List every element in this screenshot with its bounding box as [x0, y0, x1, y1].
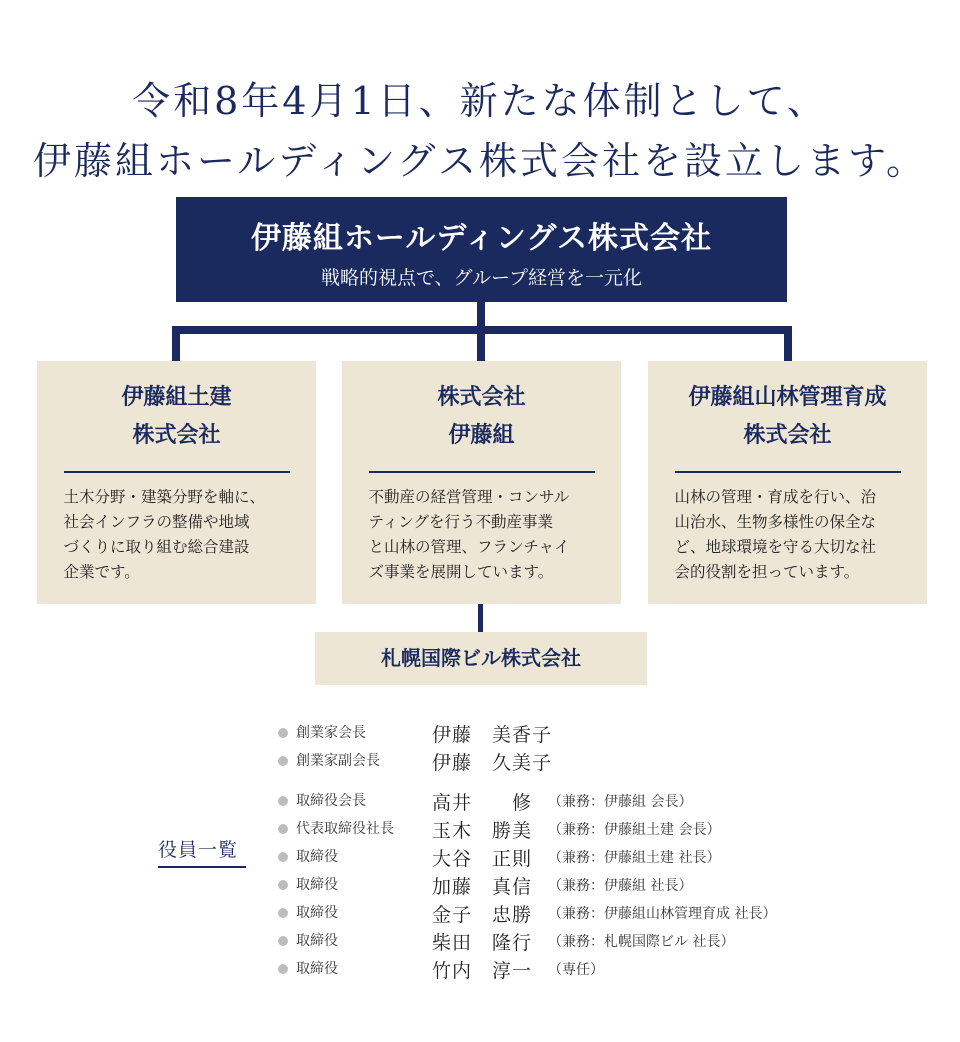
officer-role: 取締役 [296, 933, 338, 949]
subsidiary-box: 札幌国際ビル株式会社 [315, 632, 647, 685]
company-box-itogumi [342, 361, 621, 604]
desc-line: ズ事業を展開しています。 [368, 563, 554, 581]
officer-role: 取締役 [296, 961, 338, 977]
officer-role: 取締役 [296, 849, 338, 865]
officers-title: 役員一覧 [158, 839, 239, 861]
bullet-icon [278, 824, 288, 834]
officers-title-underline [158, 866, 246, 868]
desc-line: ど、地球環境を守る大切な社 [674, 538, 877, 556]
officer-role: 取締役 [296, 877, 338, 893]
company-name-line2: 株式会社 [132, 423, 221, 448]
divider [369, 471, 595, 473]
bullet-icon [278, 936, 288, 946]
desc-line: 山林の管理・育成を行い、治 [674, 488, 877, 506]
officer-note: （兼務：伊藤組 社長） [548, 878, 693, 894]
company-name-line1: 伊藤組山林管理育成 [688, 385, 887, 410]
company-box-sanrin [648, 361, 927, 604]
desc-line: ティングを行う不動産事業 [368, 513, 553, 531]
officer-name: 伊藤 美香子 [432, 724, 553, 746]
divider [64, 471, 290, 473]
bullet-icon [278, 880, 288, 890]
desc-line: と山林の管理、フランチャイ [368, 538, 570, 556]
company-name-line2: 伊藤組 [448, 423, 515, 448]
bullet-icon [278, 728, 288, 738]
officer-name: 竹内 淳一 [432, 960, 533, 982]
officer-role: 代表取締役社長 [296, 821, 394, 837]
officer-note: （兼務：伊藤組土建 会長） [548, 822, 721, 838]
desc-line: 社会インフラの整備や地域 [63, 513, 250, 531]
officer-name: 伊藤 久美子 [432, 752, 553, 774]
desc-line: 企業です。 [63, 563, 140, 581]
connector-subsidiary [478, 604, 483, 632]
connector-left-down [172, 326, 180, 361]
bullet-icon [278, 964, 288, 974]
holdings-name: 伊藤組ホールディングス株式会社 [250, 221, 713, 256]
officer-note: （兼務：伊藤組山林管理育成 社長） [548, 906, 777, 922]
desc-line: 山治水、生物多様性の保全な [674, 513, 877, 531]
bullet-icon [278, 852, 288, 862]
company-description [675, 485, 901, 585]
officer-name: 金子 忠勝 [432, 904, 533, 926]
officer-role: 取締役会長 [296, 793, 366, 809]
headline-line1: 令和8年4月1日、新たな体制として、 [132, 79, 828, 123]
officer-name: 高井 修 [432, 792, 533, 814]
officer-role: 創業家副会長 [296, 753, 380, 769]
officer-name: 柴田 隆行 [432, 932, 533, 954]
desc-line: づくりに取り組む総合建設 [63, 538, 250, 556]
bullet-icon [278, 796, 288, 806]
officer-name: 加藤 真信 [432, 876, 533, 898]
bullet-icon [278, 908, 288, 918]
officer-note: （兼務：札幌国際ビル 社長） [548, 934, 735, 950]
desc-line: 不動産の経営管理・コンサル [368, 488, 570, 506]
officer-name: 玉木 勝美 [432, 820, 533, 842]
holdings-subtitle: 戦略的視点で、グループ経営を一元化 [320, 267, 643, 289]
bullet-icon [278, 756, 288, 766]
desc-line: 土木分野・建築分野を軸に、 [63, 488, 266, 506]
company-name-line2: 株式会社 [743, 423, 832, 448]
headline-line2: 伊藤組ホールディングス株式会社を設立します。 [32, 139, 928, 183]
company-name-line1: 伊藤組土建 [121, 385, 232, 410]
officer-note: （兼務：伊藤組土建 社長） [548, 850, 721, 866]
company-description [369, 485, 595, 585]
officer-note: （兼務：伊藤組 会長） [548, 794, 693, 810]
officer-role: 取締役 [296, 905, 338, 921]
holdings-box [176, 197, 787, 302]
connector-right-down [784, 326, 792, 361]
divider [675, 471, 901, 473]
officer-role: 創業家会長 [296, 725, 366, 741]
company-name-line1: 株式会社 [437, 385, 526, 410]
company-box-doken [37, 361, 316, 604]
connector-center-down [477, 326, 485, 361]
company-description [64, 485, 290, 585]
officer-note: （専任） [548, 962, 604, 978]
desc-line: 会的役割を担っています。 [674, 563, 860, 581]
officer-name: 大谷 正則 [432, 848, 533, 870]
